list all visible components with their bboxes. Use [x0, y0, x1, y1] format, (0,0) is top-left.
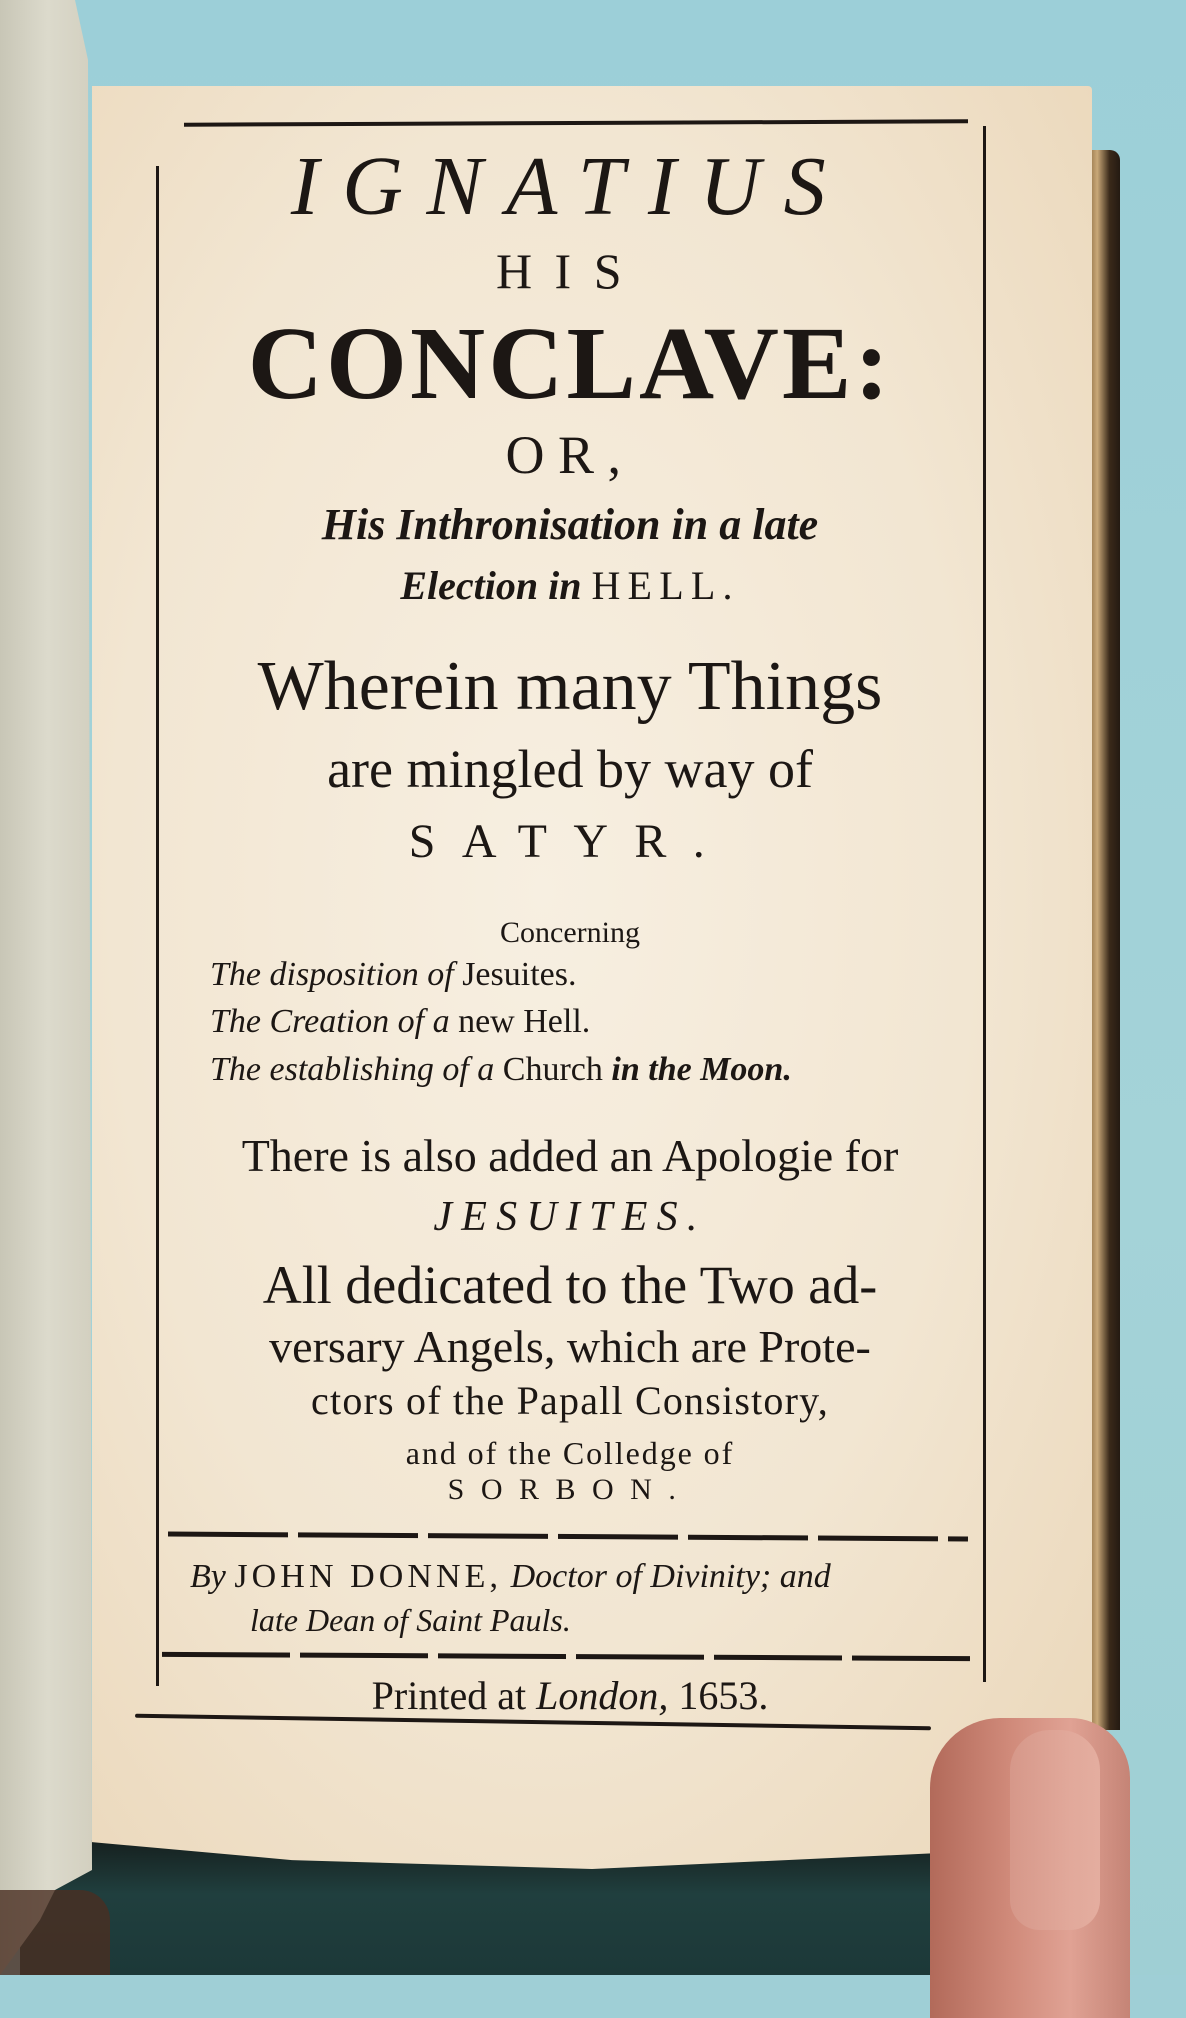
concerning-item-italic: The Creation of a: [210, 1003, 459, 1040]
concerning-item-roman: new Hell.: [458, 1003, 591, 1040]
title-conclave: CONCLAVE:: [247, 306, 893, 421]
apologie-line: There is also added an Apologie for: [241, 1130, 899, 1181]
wherein-line: Wherein many Things: [257, 648, 883, 725]
left-hand-shadow: [0, 1890, 110, 1975]
imprint-prefix: Printed at: [371, 1673, 527, 1718]
subtitle-election: [150, 563, 990, 608]
subtitle-inthronisation: His Inthronisation in a late: [321, 500, 819, 549]
author-title-line-2: late Dean of Saint Pauls.: [250, 1602, 571, 1638]
author-line: [190, 1560, 970, 1594]
mingled-line: are mingled by way of: [327, 739, 813, 799]
concerning-item-italic-after: in the Moon.: [611, 1051, 792, 1088]
subtitle-election-italic: Election in: [400, 563, 582, 608]
dedication-line-2: versary Angels, which are Prote-: [269, 1321, 871, 1372]
dedication-sorbon: SORBON.: [447, 1473, 693, 1506]
author-by: By: [190, 1558, 226, 1595]
concerning-heading: Concerning: [500, 916, 640, 949]
imprint-city: London,: [536, 1673, 669, 1718]
author-name: JOHN DONNE,: [234, 1558, 503, 1595]
title-or: OR,: [505, 425, 635, 485]
imprint-line: [150, 1673, 990, 1718]
subtitle-hell: HELL.: [591, 563, 740, 608]
concerning-item-roman: Church: [502, 1051, 612, 1088]
jesuites-line: JESUITES.: [433, 1194, 707, 1240]
imprint-year: 1653.: [678, 1673, 769, 1718]
concerning-item: [210, 1053, 792, 1087]
title-his: HIS: [495, 243, 645, 299]
concerning-item: [210, 958, 576, 992]
thumbnail-nail: [1010, 1730, 1100, 1930]
left-blank-page: [0, 0, 95, 1975]
concerning-item-italic: The disposition of: [210, 956, 463, 993]
author-title: Doctor of Divinity; and: [510, 1558, 831, 1595]
dedication-line-3: ctors of the Papall Consistory,: [311, 1378, 829, 1423]
satyr-line: SATYR.: [408, 815, 732, 868]
concerning-item-roman: Jesuites.: [462, 956, 577, 993]
concerning-item-italic: The establishing of a: [210, 1051, 503, 1088]
dedication-line-4: and of the Colledge of: [405, 1435, 735, 1471]
concerning-item: [210, 1005, 590, 1039]
dedication-line-1: All dedicated to the Two ad-: [262, 1255, 878, 1315]
title-ignatius: IGNATIUS: [290, 140, 850, 233]
